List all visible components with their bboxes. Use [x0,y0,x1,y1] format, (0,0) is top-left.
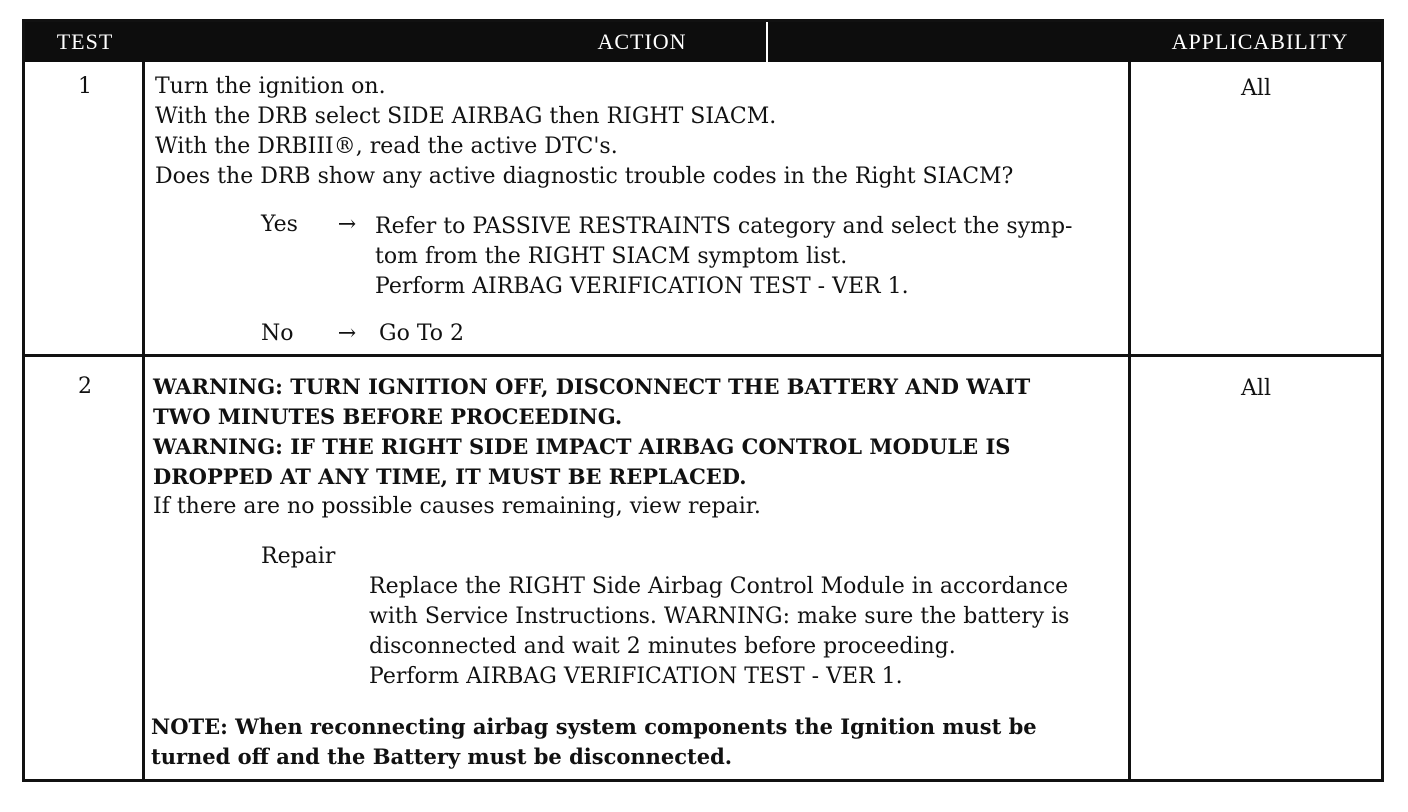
step-line: With the DRB select SIDE AIRBAG then RIGHT SIACM. [155,104,777,129]
warning-line: DROPPED AT ANY TIME, IT MUST BE REPLACED. [153,464,747,489]
yes-result [375,212,1072,302]
step-line: Turn the ignition on. [155,74,386,99]
header-test: TEST [56,29,114,54]
repair-label: Repair [261,544,336,569]
right-arrow-icon: → [337,212,357,237]
test-1-steps [155,72,1013,192]
yes-line: Perform AIRBAG VERIFICATION TEST - VER 1. [375,274,909,299]
yes-branch [261,210,371,240]
yes-label: Yes [261,212,298,237]
applicability-2: All [1241,376,1271,401]
test-number-1: 1 [78,74,92,99]
warning-line: WARNING: TURN IGNITION OFF, DISCONNECT THE BATTERY AND WAIT [153,374,1031,399]
note-line: turned off and the Battery must be disconnected. [151,744,733,769]
no-result: Go To 2 [379,321,465,346]
yes-line: Refer to PASSIVE RESTRAINTS category and select the symp- [375,214,1073,239]
header-applicability: APPLICABILITY [1171,29,1349,54]
no-branch [261,319,464,349]
column-divider-test [142,62,145,779]
repair-line: disconnected and wait 2 minutes before proceeding. [369,634,956,659]
diagnostic-test-table [22,19,1384,782]
step-line: With the DRBIII®, read the active DTC's. [155,134,618,159]
no-label: No [261,321,294,346]
repair-line: Replace the RIGHT Side Airbag Control Module in accordance [369,574,1069,599]
table-header [25,22,1381,62]
right-arrow-icon: → [337,321,357,346]
repair-line: with Service Instructions. WARNING: make sure the battery is [369,604,1070,629]
repair-line: Perform AIRBAG VERIFICATION TEST - VER 1. [369,664,903,689]
yes-line: tom from the RIGHT SIACM symptom list. [375,244,848,269]
warning-line: WARNING: IF THE RIGHT SIDE IMPACT AIRBAG CONTROL MODULE IS [153,434,1011,459]
repair-instructions [369,572,1069,692]
row-divider [25,354,1381,357]
step-line: Does the DRB show any active diagnostic trouble codes in the Right SIACM? [155,164,1014,189]
warning-line: TWO MINUTES BEFORE PROCEEDING. [153,404,623,429]
applicability-1: All [1241,76,1271,101]
note-block [151,712,1037,772]
test-number-2: 2 [78,374,92,399]
header-action: ACTION [597,29,687,54]
warning-block [153,372,1030,492]
note-line: NOTE: When reconnecting airbag system components the Ignition must be [151,714,1037,739]
repair-intro: If there are no possible causes remaining, view repair. [153,494,761,519]
column-divider-applicability [1128,62,1131,779]
